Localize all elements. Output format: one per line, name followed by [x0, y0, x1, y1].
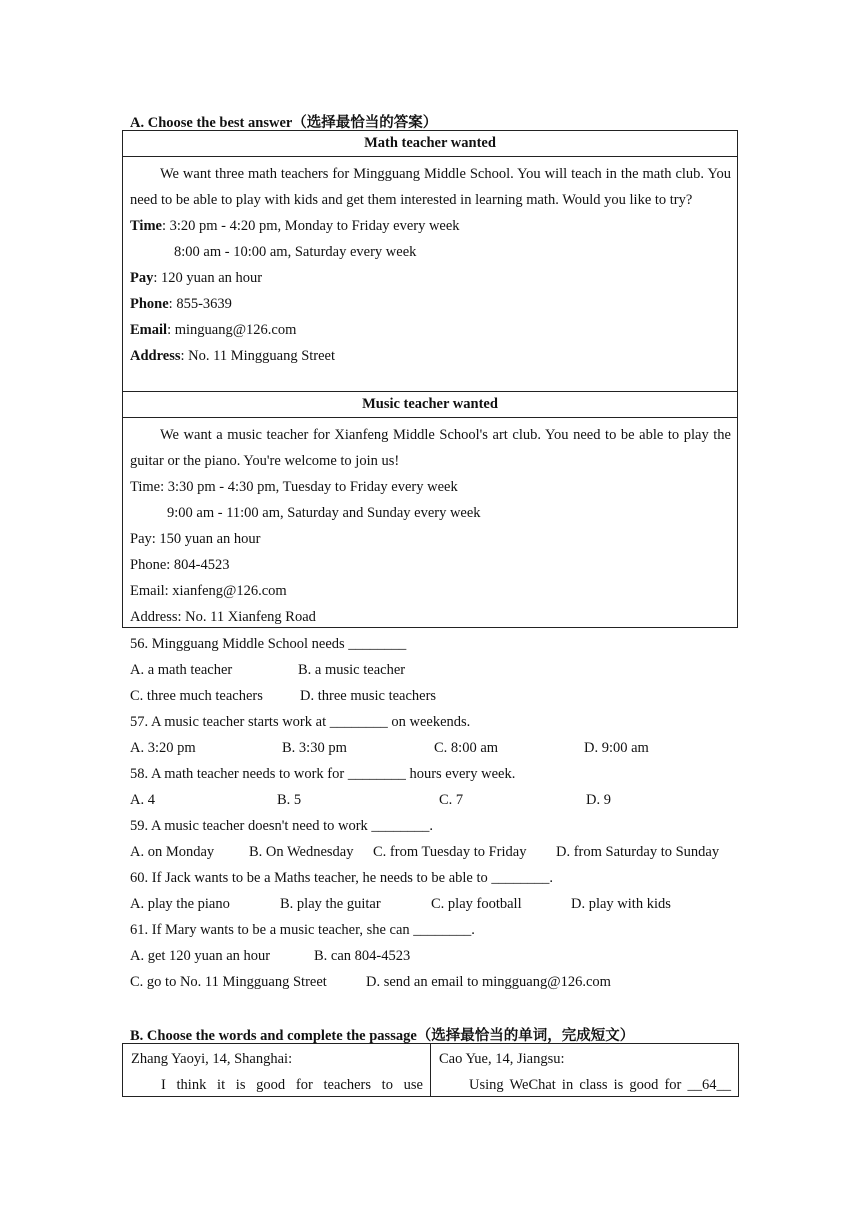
math-ad-phone: Phone: 855-3639: [130, 296, 232, 312]
question-57-option-a: A. 3:20 pm: [130, 740, 196, 756]
question-56: 56. Mingguang Middle School needs ________: [130, 636, 407, 652]
question-57-option-d: D. 9:00 am: [584, 740, 649, 756]
question-60-option-d: D. play with kids: [571, 896, 671, 912]
question-60-option-b: B. play the guitar: [280, 896, 381, 912]
music-ad-time: Time: 3:30 pm - 4:30 pm, Tuesday to Friday every week: [130, 479, 458, 495]
question-61-option-d: D. send an email to mingguang@126.com: [366, 974, 611, 990]
question-58: 58. A math teacher needs to work for ________ hours every week.: [130, 766, 516, 782]
question-56-option-a: A. a math teacher: [130, 662, 233, 678]
music-ad-heading: Music teacher wanted: [123, 392, 737, 418]
math-ad-time: Time: 3:20 pm - 4:20 pm, Monday to Friday every week: [130, 218, 460, 234]
question-58-option-b: B. 5: [277, 792, 302, 808]
music-ad-pay: Pay: 150 yuan an hour: [130, 531, 261, 547]
passage-right-name: Cao Yue, 14, Jiangsu:: [439, 1051, 565, 1067]
question-60-option-c: C. play football: [431, 896, 522, 912]
question-61-option-c: C. go to No. 11 Mingguang Street: [130, 974, 327, 990]
question-59-option-d: D. from Saturday to Sunday: [556, 844, 720, 860]
question-57-option-c: C. 8:00 am: [434, 740, 499, 756]
music-ad-address: Address: No. 11 Xianfeng Road: [130, 609, 316, 625]
question-59-option-b: B. On Wednesday: [249, 844, 354, 860]
passage-table: [122, 1043, 739, 1097]
question-60: 60. If Jack wants to be a Maths teacher, he needs to be able to ________.: [130, 870, 554, 886]
question-57-option-b: B. 3:30 pm: [282, 740, 347, 756]
math-ad-box: [122, 130, 738, 392]
section-b-title: B. Choose the words and complete the passage（选择最恰当的单词，完成短文）: [130, 1028, 635, 1044]
question-58-option-a: A. 4: [130, 792, 155, 808]
math-ad-time-2: 8:00 am - 10:00 am, Saturday every week: [174, 244, 417, 260]
question-59-option-a: A. on Monday: [130, 844, 215, 860]
passage-right-cell: [430, 1044, 738, 1096]
question-58-option-d: D. 9: [586, 792, 611, 808]
math-ad-pay: Pay: 120 yuan an hour: [130, 270, 263, 286]
passage-left-cell: [123, 1044, 430, 1096]
passage-right-text: Using WeChat in class is good for __64__: [469, 1077, 731, 1093]
passage-left-text: I think it is good for teachers to use: [161, 1077, 423, 1093]
passage-left-name: Zhang Yaoyi, 14, Shanghai:: [131, 1051, 293, 1067]
question-61-option-b: B. can 804-4523: [314, 948, 411, 964]
math-ad-heading: Math teacher wanted: [123, 131, 737, 157]
music-ad-box: [122, 391, 738, 628]
question-60-option-a: A. play the piano: [130, 896, 230, 912]
section-a-title: A. Choose the best answer（选择最恰当的答案）: [130, 115, 438, 131]
question-58-option-c: C. 7: [439, 792, 464, 808]
question-56-option-d: D. three music teachers: [300, 688, 437, 704]
math-ad-body: We want three math teachers for Mingguang Middle School. You will teach in the math club. You need to be able to play with kids and get them interested in learning math. Would you like to try?: [130, 166, 731, 208]
question-59: 59. A music teacher doesn't need to work ________.: [130, 818, 434, 834]
question-57: 57. A music teacher starts work at ________ on weekends.: [130, 714, 471, 730]
question-59-option-c: C. from Tuesday to Friday: [373, 844, 527, 860]
question-61: 61. If Mary wants to be a music teacher, she can ________.: [130, 922, 475, 938]
music-ad-phone: Phone: 804-4523: [130, 557, 230, 573]
question-56-option-c: C. three much teachers: [130, 688, 263, 704]
music-ad-time-2: 9:00 am - 11:00 am, Saturday and Sunday every week: [167, 505, 481, 521]
question-61-option-a: A. get 120 yuan an hour: [130, 948, 271, 964]
math-ad-email: Email: minguang@126.com: [130, 322, 297, 338]
math-ad-address: Address: No. 11 Mingguang Street: [130, 348, 336, 364]
music-ad-body: We want a music teacher for Xianfeng Middle School's art club. You need to be able to play the guitar or the piano. You're welcome to join us!: [130, 427, 731, 469]
question-56-option-b: B. a music teacher: [298, 662, 406, 678]
music-ad-email: Email: xianfeng@126.com: [130, 583, 287, 599]
